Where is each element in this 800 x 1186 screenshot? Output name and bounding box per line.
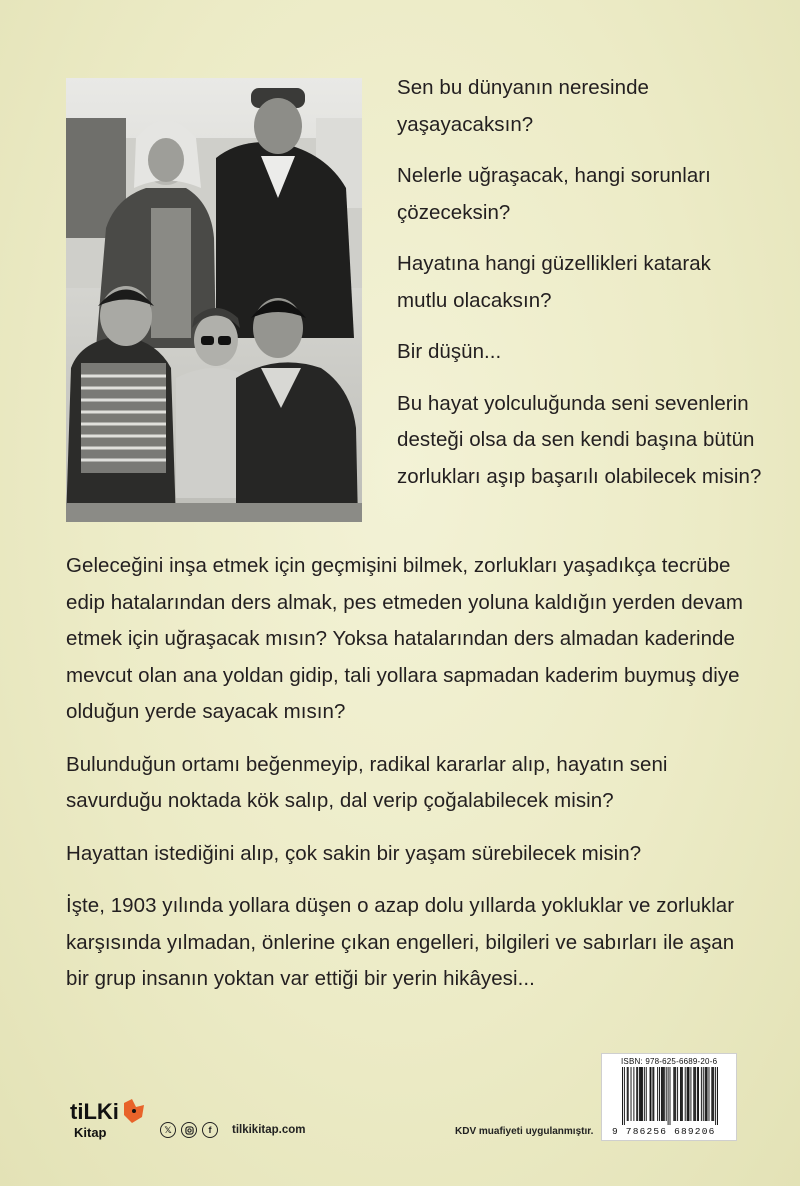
x-icon[interactable]: 𝕏	[160, 1122, 176, 1138]
main-paragraph: Hayattan istediğini alıp, çok sakin bir yaşam sürebilecek misin?	[66, 841, 642, 865]
instagram-icon[interactable]	[181, 1122, 197, 1138]
isbn-digits: 9 786256 689206	[612, 1126, 716, 1137]
isbn-barcode-box	[601, 1053, 737, 1141]
side-paragraph: Bir düşün...	[397, 340, 502, 363]
kdv-note: KDV muafiyeti uygulanmıştır.	[455, 1126, 594, 1137]
logo-text-bottom: Kitap	[74, 1125, 107, 1140]
main-paragraph: Geleceğini inşa etmek için geçmişini bilmek, zorlukları yaşadıkça tecrübe edip hatalarından ders almak, pes etmeden yoluna kaldığın yerden devam etmek için uğraşacak mısın? Yoksa hatalarından ders almadan kaderinde mevcut olan ana yoldan gidip, tali yollara sapmadan kaderim buymuş diye olduğun yerde sayacak mısın?	[66, 554, 744, 723]
side-paragraph: Sen bu dünyanın neresinde yaşayacaksın?	[397, 76, 650, 136]
side-paragraphs	[397, 70, 767, 510]
family-photo	[66, 78, 362, 522]
social-icons	[160, 1122, 218, 1138]
fox-icon	[124, 1099, 144, 1123]
main-paragraph: İşte, 1903 yılında yollara düşen o azap dolu yıllarda yokluklar ve zorluklar karşısında yılmadan, önlerine çıkan engelleri, bilgileri ve sabırları ile aşan bir grup insanın yoktan var ettiği bir yerin hikâyesi...	[66, 894, 735, 990]
side-paragraph: Bu hayat yolculuğunda seni sevenlerin desteği olsa da sen kendi başına bütün zorlukları aşıp başarılı olabilecek misin?	[397, 391, 762, 488]
barcode-icon	[622, 1067, 718, 1125]
facebook-icon[interactable]: f	[202, 1122, 218, 1138]
logo-text-top: tiLKi	[70, 1099, 119, 1124]
main-paragraphs	[66, 548, 756, 1014]
publisher-website[interactable]: tilkikitap.com	[232, 1124, 306, 1136]
side-paragraph: Nelerle uğraşacak, hangi sorunları çözeceksin?	[397, 164, 711, 224]
publisher-logo	[68, 1097, 148, 1146]
main-paragraph: Bulunduğun ortamı beğenmeyip, radikal kararlar alıp, hayatın seni savurduğu noktada kök salıp, dal verip çoğalabilecek misin?	[66, 752, 668, 812]
isbn-label: ISBN: 978-625-6689-20-6	[621, 1057, 718, 1066]
side-paragraph: Hayatına hangi güzellikleri katarak mutlu olacaksın?	[397, 252, 711, 312]
